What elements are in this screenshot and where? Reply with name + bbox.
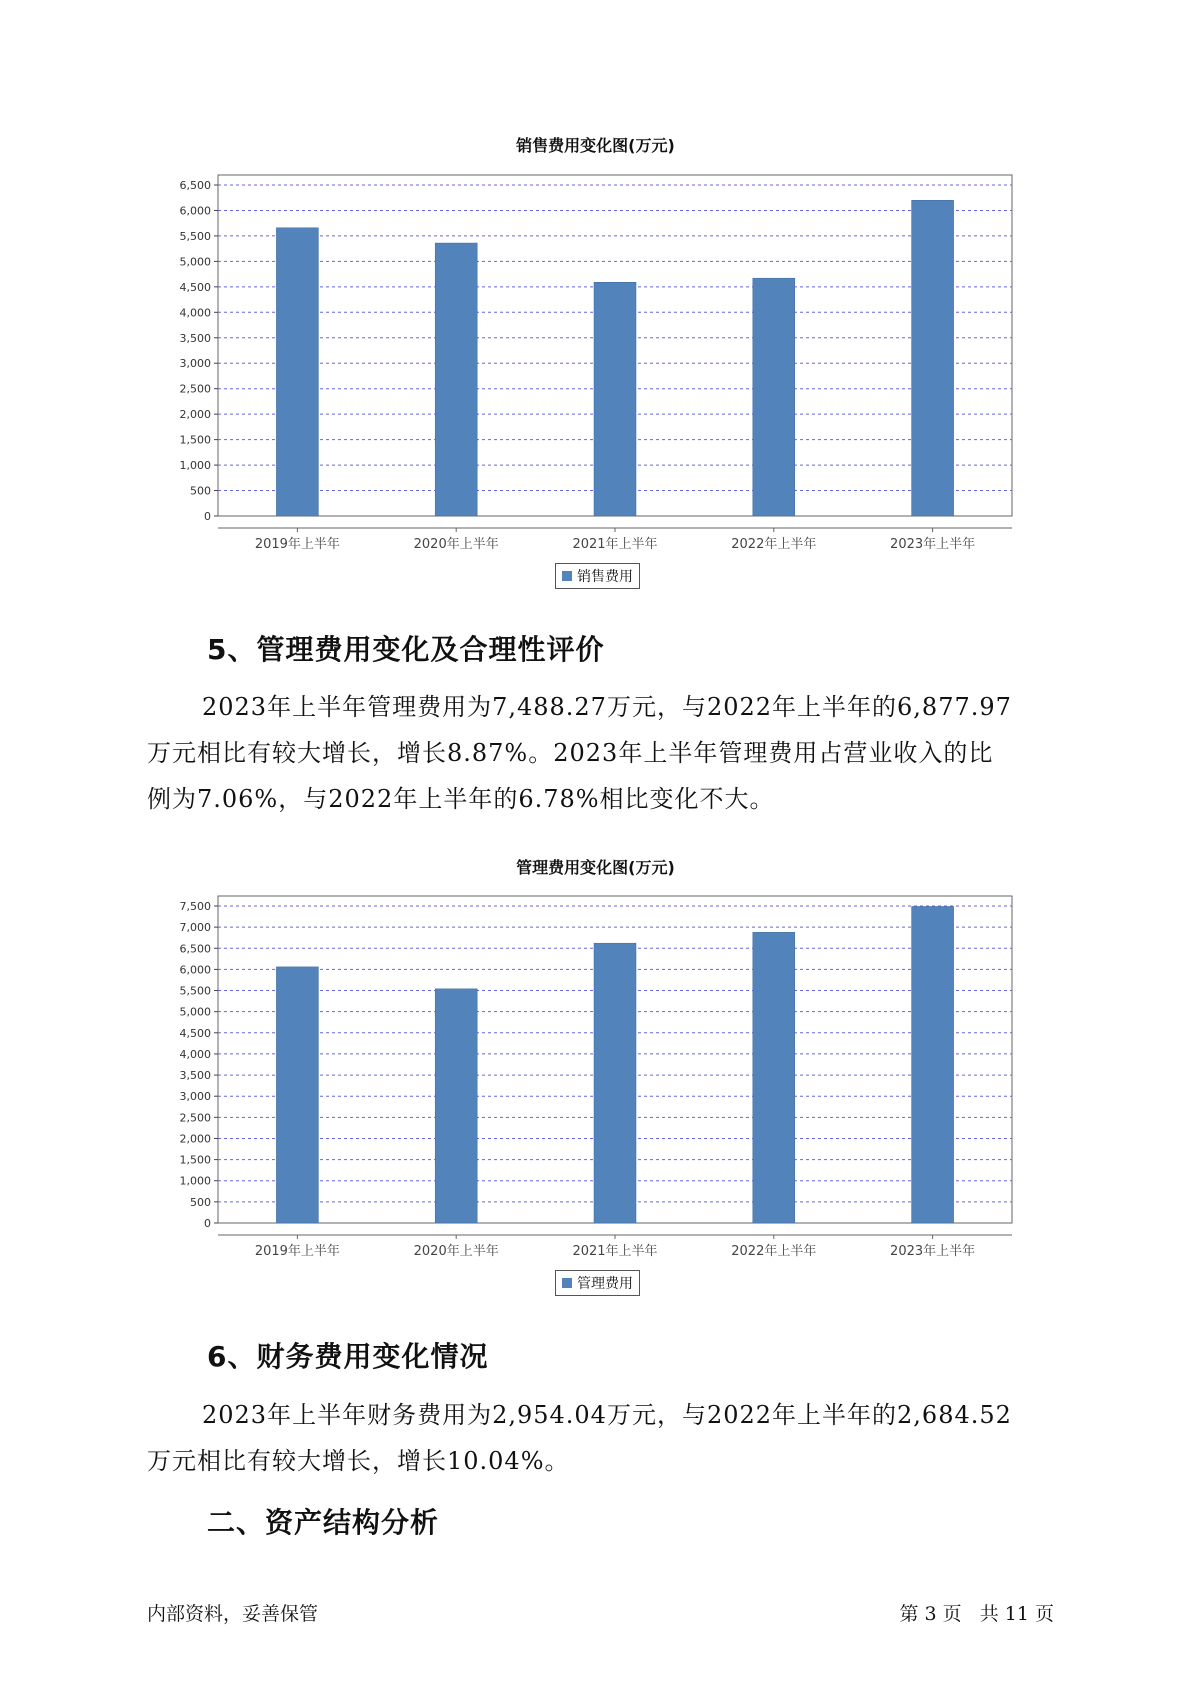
- admin-expense-chart: [0, 880, 1191, 1260]
- paragraph-line: 万元相比有较大增长，增长8.87%。2023年上半年管理费用占营业收入的比: [147, 739, 994, 767]
- bar: [594, 282, 636, 516]
- legend-label: 销售费用: [577, 569, 633, 585]
- y-tick-label: 5,000: [179, 255, 211, 269]
- sales-expense-chart: [0, 160, 1191, 552]
- paragraph-line: 2023年上半年财务费用为2,954.04万元，与2022年上半年的2,684.52: [202, 1401, 1012, 1429]
- x-tick-label: 2019年上半年: [254, 1244, 340, 1259]
- y-tick-label: 3,000: [179, 1090, 211, 1104]
- y-tick-label: 1,000: [179, 1174, 211, 1188]
- section-5-paragraph: [147, 684, 1052, 822]
- x-tick-label: 2020年上半年: [413, 537, 499, 552]
- y-tick-label: 7,000: [179, 921, 211, 935]
- bar: [912, 200, 954, 516]
- bar: [912, 906, 954, 1223]
- section-6-paragraph: [147, 1392, 1052, 1484]
- x-tick-label: 2020年上半年: [413, 1244, 499, 1259]
- x-tick-label: 2021年上半年: [572, 537, 658, 552]
- y-tick-label: 4,000: [179, 1047, 211, 1061]
- y-tick-label: 2,000: [179, 1132, 211, 1146]
- x-tick-label: 2022年上半年: [731, 537, 817, 552]
- y-tick-label: 1,500: [179, 433, 211, 447]
- y-tick-label: 7,500: [179, 900, 211, 913]
- paragraph-line: 2023年上半年管理费用为7,488.27万元，与2022年上半年的6,877.97: [202, 693, 1012, 721]
- y-tick-label: 500: [190, 484, 211, 498]
- x-tick-label: 2022年上半年: [731, 1244, 817, 1259]
- y-tick-label: 6,500: [179, 179, 211, 192]
- x-tick-label: 2019年上半年: [254, 537, 340, 552]
- bar: [276, 967, 318, 1223]
- bar: [594, 943, 636, 1223]
- sales-chart-title: 销售费用变化图(万元): [516, 136, 675, 155]
- y-tick-label: 5,500: [179, 984, 211, 998]
- section-5-heading: 5、管理费用变化及合理性评价: [207, 633, 605, 666]
- legend-swatch: [562, 571, 572, 581]
- bar: [435, 243, 477, 516]
- y-tick-label: 4,000: [179, 306, 211, 320]
- section-asset-structure-heading: 二、资产结构分析: [207, 1506, 440, 1539]
- admin-chart-title: 管理费用变化图(万元): [516, 858, 675, 877]
- y-tick-label: 2,000: [179, 408, 211, 422]
- y-tick-label: 4,500: [179, 1026, 211, 1040]
- y-tick-label: 6,500: [179, 942, 211, 956]
- sales-chart-legend: [555, 563, 640, 589]
- y-tick-label: 500: [190, 1195, 211, 1209]
- x-tick-label: 2023年上半年: [890, 1244, 976, 1259]
- y-tick-label: 0: [204, 1217, 211, 1230]
- footer-page-number: 第 3 页 共 11 页: [899, 1603, 1054, 1625]
- admin-chart-legend: [555, 1270, 640, 1296]
- y-tick-label: 6,000: [179, 204, 211, 218]
- y-tick-label: 3,000: [179, 357, 211, 371]
- section-6-heading: 6、财务费用变化情况: [207, 1340, 489, 1373]
- y-tick-label: 5,500: [179, 229, 211, 243]
- y-tick-label: 4,500: [179, 280, 211, 294]
- footer-confidential: 内部资料，妥善保管: [147, 1603, 319, 1625]
- paragraph-line: 例为7.06%，与2022年上半年的6.78%相比变化不大。: [147, 785, 775, 813]
- bar: [435, 989, 477, 1223]
- legend-swatch: [562, 1278, 572, 1288]
- x-tick-label: 2021年上半年: [572, 1244, 658, 1259]
- bar: [753, 278, 795, 516]
- legend-label: 管理费用: [577, 1276, 633, 1292]
- bar: [276, 228, 318, 516]
- y-tick-label: 3,500: [179, 331, 211, 345]
- y-tick-label: 1,000: [179, 459, 211, 473]
- bar: [753, 932, 795, 1223]
- y-tick-label: 6,000: [179, 963, 211, 977]
- y-tick-label: 5,000: [179, 1005, 211, 1019]
- x-tick-label: 2023年上半年: [890, 537, 976, 552]
- y-tick-label: 2,500: [179, 1111, 211, 1125]
- y-tick-label: 0: [204, 510, 211, 523]
- y-tick-label: 1,500: [179, 1153, 211, 1167]
- y-tick-label: 2,500: [179, 382, 211, 396]
- paragraph-line: 万元相比有较大增长，增长10.04%。: [147, 1447, 570, 1475]
- y-tick-label: 3,500: [179, 1069, 211, 1083]
